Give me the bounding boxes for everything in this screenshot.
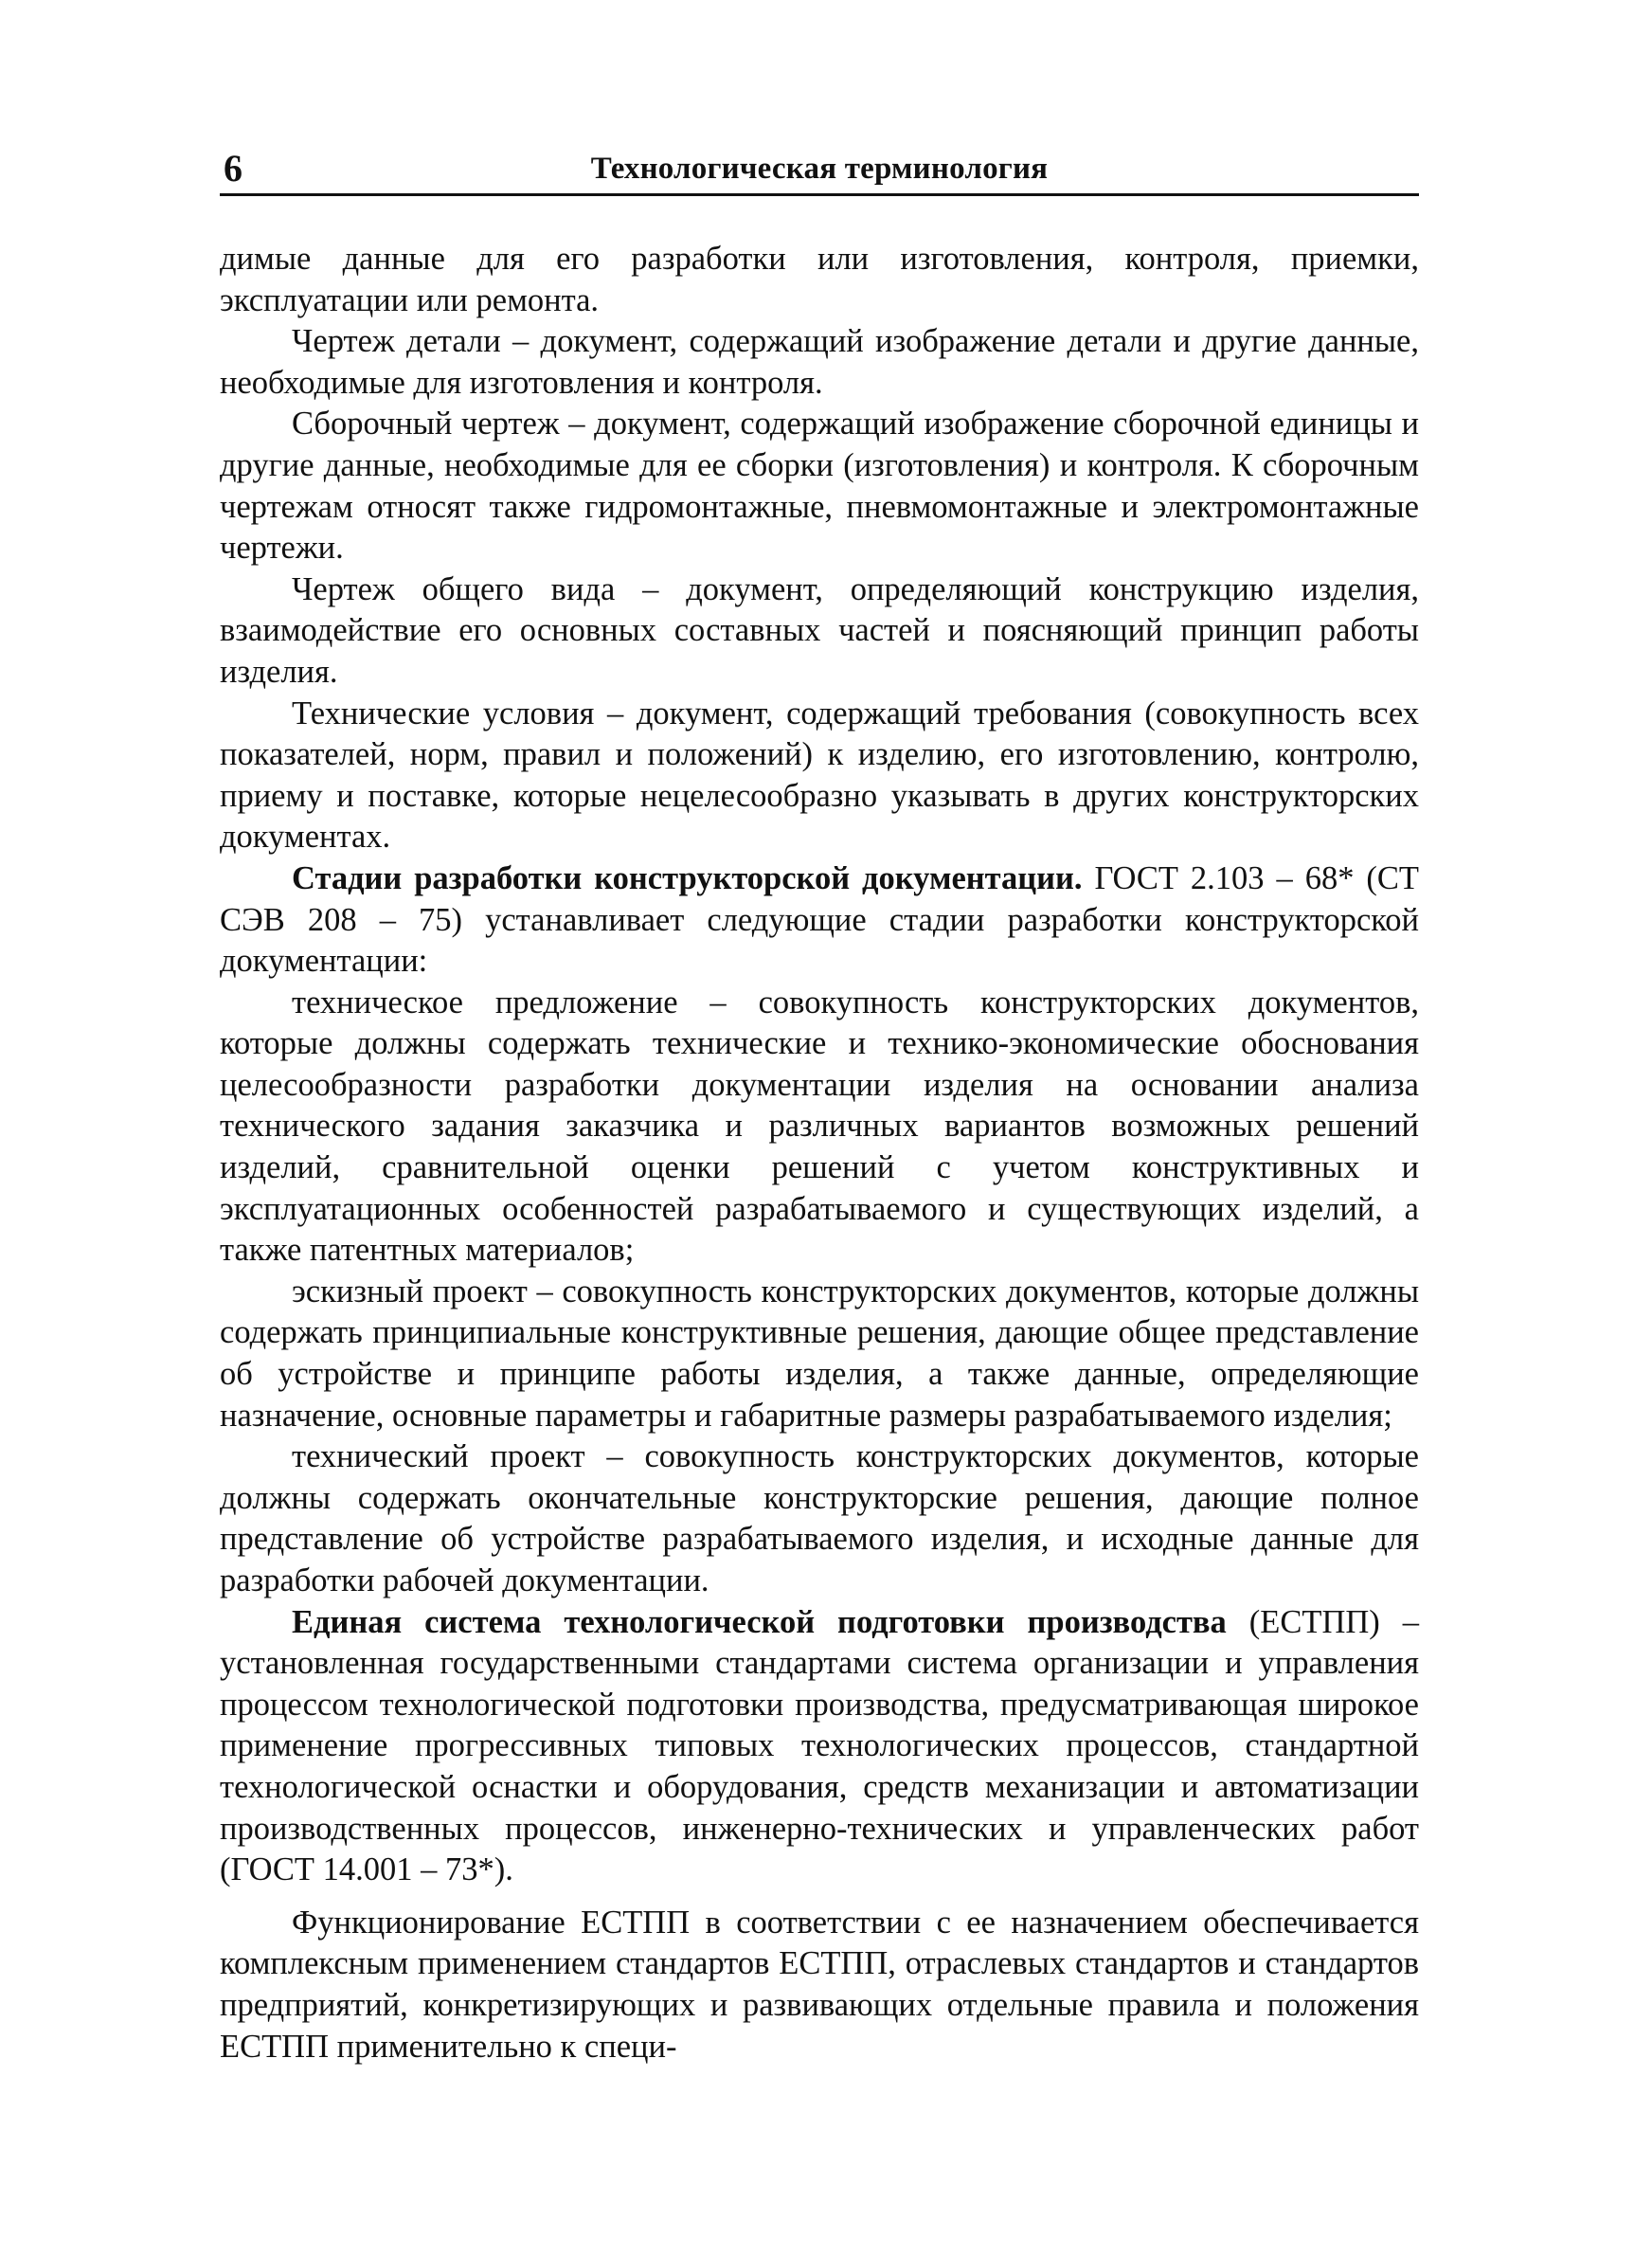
paragraph-design-stages [220,858,1419,983]
page-number: 6 [224,147,242,190]
list-item-technical-proposal: техническое предложение – совокупность конструкторских документов, которые должны содержать технические и технико-экономические обоснования целесообразности разработки документации изделия на основании анализа технического задания заказчика и различных вариантов возможных решений изделий, сравнительной оценки решений с учетом конструктивных и эксплуатационных особенностей разрабатываемого и существующих изделий, а также патентных материалов; [220,984,1419,1269]
list-item-technical-project: технический проект – совокупность конструкторских документов, которые должны содержать окончательные конструкторские решения, дающие полное представление об устройстве разрабатываемого изделия, и исходные данные для разработки рабочей документации. [220,1438,1419,1598]
design-stages-text: ГОСТ 2.103 – 68* (СТ СЭВ 208 – 75) устанавливает следующие стадии разработки конструкторской документации: [220,859,1419,980]
header-rule [220,193,1419,196]
paragraph-estpp [220,1602,1419,1891]
paragraph-assembly-drawing: Сборочный чертеж – документ, содержащий изображение сборочной единицы и другие данные, необходимые для ее сборки (изготовления) и контроля. К сборочным чертежам относят также гидромонтажные, пневмомонтажные и электромонтажные чертежи. [220,406,1419,567]
term-estpp: Единая система технологической подготовки производства [292,1603,1227,1640]
page-header [220,142,1419,195]
paragraph-continuation: димые данные для его разработки или изготовления, контроля, приемки, эксплуатации или ремонта. [220,241,1419,318]
running-title: Технологическая терминология [590,152,1049,186]
term-design-stages: Стадии разработки конструкторской документации. [292,859,1083,896]
paragraph-detail-drawing: Чертеж детали – документ, содержащий изображение детали и другие данные, необходимые для изготовления и контроля. [220,323,1419,401]
paragraph-estpp-functioning: Функционирование ЕСТПП в соответствии с ее назначением обеспечивается комплексным применением стандартов ЕСТПП, отраслевых стандартов и стандартов предприятий, конкретизирующих и развивающих отдельные правила и положения ЕСТПП применительно к специ- [220,1904,1419,2065]
body-text [220,239,1419,2067]
estpp-text: (ЕСТПП) – установленная государственными стандартами система организации и управления процессом технологической подготовки производства, предусматривающая широкое применение прогрессивных типовых технологических процессов, стандартной технологической оснастки и оборудования, средств механизации и автоматизации производственных процессов, инженерно-технических и управленческих работ (ГОСТ 14.001 – 73*). [220,1603,1419,1888]
list-item-draft-project: эскизный проект – совокупность конструкторских документов, которые должны содержать принципиальные конструктивные решения, дающие общее представление об устройстве и принципе работы изделия, а также данные, определяющие назначение, основные параметры и габаритные размеры разрабатываемого изделия; [220,1273,1419,1434]
paragraph-general-view-drawing: Чертеж общего вида – документ, определяющий конструкцию изделия, взаимодействие его основных составных частей и поясняющий принцип работы изделия. [220,570,1419,690]
paragraph-technical-conditions: Технические условия – документ, содержащий требования (совокупность всех показателей, норм, правил и положений) к изделию, его изготовлению, контролю, приему и поставке, которые нецелесообразно указывать в других конструкторских документах. [220,695,1419,856]
